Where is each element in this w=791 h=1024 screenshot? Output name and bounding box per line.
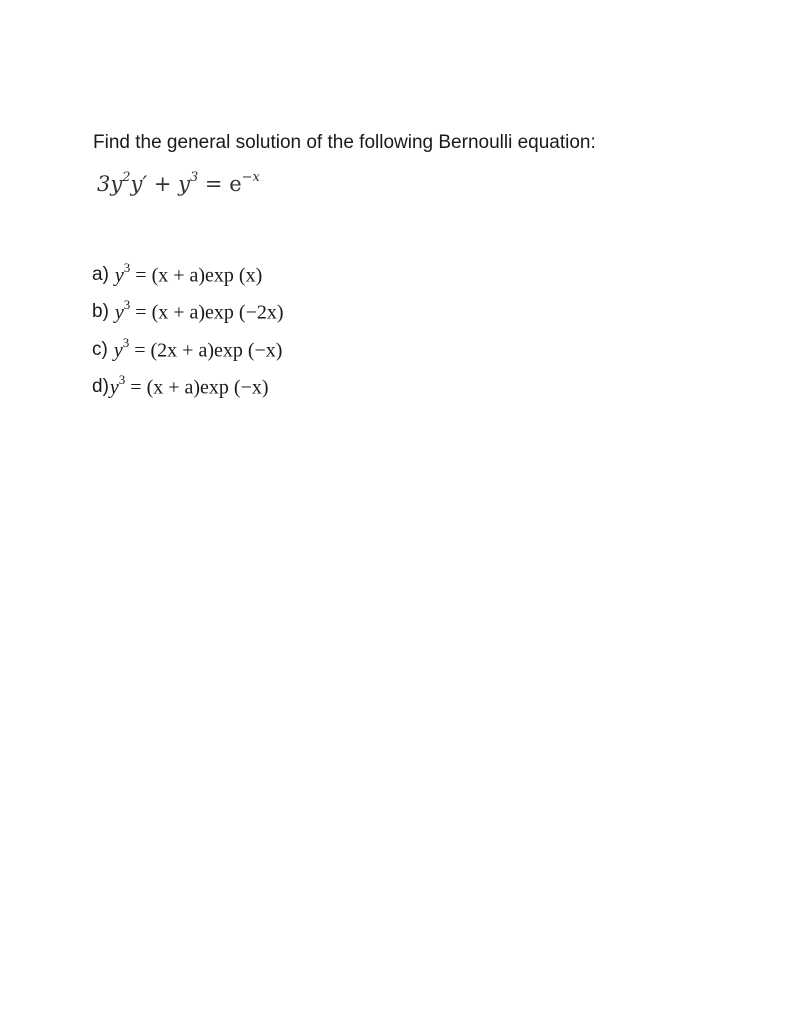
option-lhs: y — [109, 377, 119, 400]
equation-term-rhs: = e — [198, 172, 242, 196]
option-lhs: y — [113, 339, 123, 362]
option-rhs: = (2x + a)exp (−x) — [129, 339, 283, 362]
option-rhs: = (x + a)exp (−x) — [125, 377, 269, 400]
option-rhs: = (x + a)exp (−2x) — [130, 302, 284, 325]
option-c[interactable] — [92, 331, 284, 369]
option-a[interactable] — [92, 256, 284, 294]
option-power: 3 — [118, 372, 126, 388]
equation-exponent-3: −x — [241, 170, 260, 185]
option-math — [113, 334, 283, 363]
equation-exponent-1: 2 — [122, 170, 131, 185]
option-lhs: y — [114, 264, 124, 287]
equation-term-mid: y′ + y — [130, 172, 190, 196]
option-label: b) — [92, 301, 109, 323]
option-math — [115, 299, 284, 325]
option-d[interactable] — [92, 369, 284, 407]
option-power: 3 — [123, 297, 131, 313]
equation-exponent-2: 3 — [189, 170, 199, 185]
option-b[interactable] — [92, 294, 284, 332]
option-label: d) — [92, 376, 109, 398]
option-math — [110, 374, 269, 400]
option-power: 3 — [122, 334, 130, 350]
option-rhs: = (x + a)exp (x) — [130, 264, 263, 287]
option-math — [114, 259, 263, 288]
option-label: a) — [92, 263, 109, 285]
option-power: 3 — [123, 259, 131, 275]
bernoulli-equation — [97, 172, 260, 196]
question-text: Find the general solution of the following Bernoulli equation: — [93, 132, 596, 153]
option-lhs: y — [114, 302, 124, 325]
equation-term-coef: 3y — [97, 172, 123, 196]
answer-options — [92, 256, 284, 406]
option-label: c) — [92, 338, 108, 360]
